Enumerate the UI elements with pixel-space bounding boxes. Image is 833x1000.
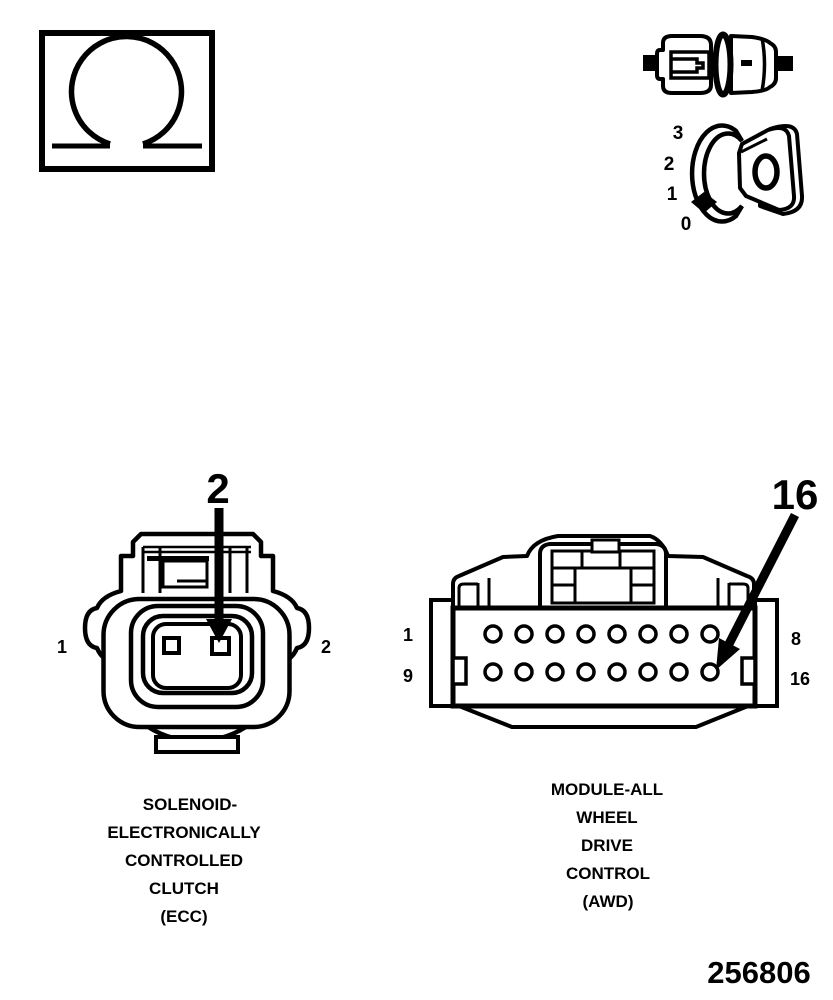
awd-notch-right (742, 658, 755, 684)
awd-pin-label-8: 8 (790, 629, 802, 649)
wire-stub-right (774, 56, 793, 71)
awd-pin-10 (516, 664, 532, 680)
awd-callout-label: 16 (771, 471, 819, 518)
ecc-pin-label-1: 1 (56, 637, 68, 657)
awd-pin-label-16: 16 (789, 669, 811, 689)
ecc-pin-1 (164, 638, 179, 653)
ecc-caption-line-5: (ECC) (160, 907, 208, 926)
awd-pin-8 (702, 626, 718, 642)
ecc-caption-line-3: CONTROLLED (124, 851, 244, 870)
female-terminal-slot (741, 60, 752, 66)
key-position-3: 3 (672, 123, 684, 144)
connector-disconnect-icon (643, 35, 793, 95)
awd-caption-line-3: DRIVE (581, 836, 633, 855)
figure-number: 256806 (707, 955, 811, 990)
ecc-caption (107, 795, 261, 926)
awd-latch-tab (592, 540, 619, 552)
awd-tab-right (755, 600, 777, 706)
ohmmeter-box (42, 33, 212, 169)
female-connector-body (731, 36, 776, 93)
ohmmeter-icon (42, 33, 212, 169)
awd-latch-tower (540, 544, 666, 608)
awd-connector (403, 471, 818, 727)
key-zero-hole (755, 156, 777, 188)
ecc-caption-line-1: SOLENOID- (142, 795, 238, 814)
awd-pin-label-1: 1 (402, 625, 414, 645)
ecc-pin-label-2: 2 (320, 637, 332, 657)
ecc-connector (57, 465, 331, 752)
awd-caption-line-1: MODULE-ALL (550, 780, 664, 799)
awd-pin-7 (671, 626, 687, 642)
awd-caption-line-4: CONTROL (565, 864, 651, 883)
awd-pin-4 (578, 626, 594, 642)
awd-caption-line-5: (AWD) (582, 892, 634, 911)
awd-body (453, 608, 755, 706)
awd-tab-left (431, 600, 453, 706)
awd-pin-15 (671, 664, 687, 680)
awd-pin-14 (640, 664, 656, 680)
awd-pin-9 (485, 664, 501, 680)
awd-pin-11 (547, 664, 563, 680)
awd-caption (551, 780, 663, 911)
awd-notch-left (453, 658, 466, 684)
ecc-bottom-tab (156, 737, 238, 752)
awd-caption-line-2: WHEEL (576, 808, 638, 827)
ecc-callout-label: 2 (206, 465, 230, 512)
key-position-1: 1 (666, 184, 678, 205)
awd-pin-1 (485, 626, 501, 642)
awd-pin-13 (609, 664, 625, 680)
key-position-0: 0 (680, 214, 692, 235)
awd-pin-5 (609, 626, 625, 642)
awd-pin-label-9: 9 (402, 666, 414, 686)
ecc-caption-line-4: CLUTCH (149, 879, 219, 898)
awd-pin-2 (516, 626, 532, 642)
awd-pin-3 (547, 626, 563, 642)
ecc-caption-line-2: ELECTRONICALLY (107, 823, 261, 842)
key-position-icon (664, 123, 802, 235)
awd-pin-12 (578, 664, 594, 680)
awd-pin-16 (702, 664, 718, 680)
ecc-pin-2 (212, 638, 229, 654)
awd-bottom-skirt (459, 706, 748, 727)
seal-ring (716, 35, 731, 95)
awd-pin-6 (640, 626, 656, 642)
key-position-2: 2 (663, 154, 675, 175)
